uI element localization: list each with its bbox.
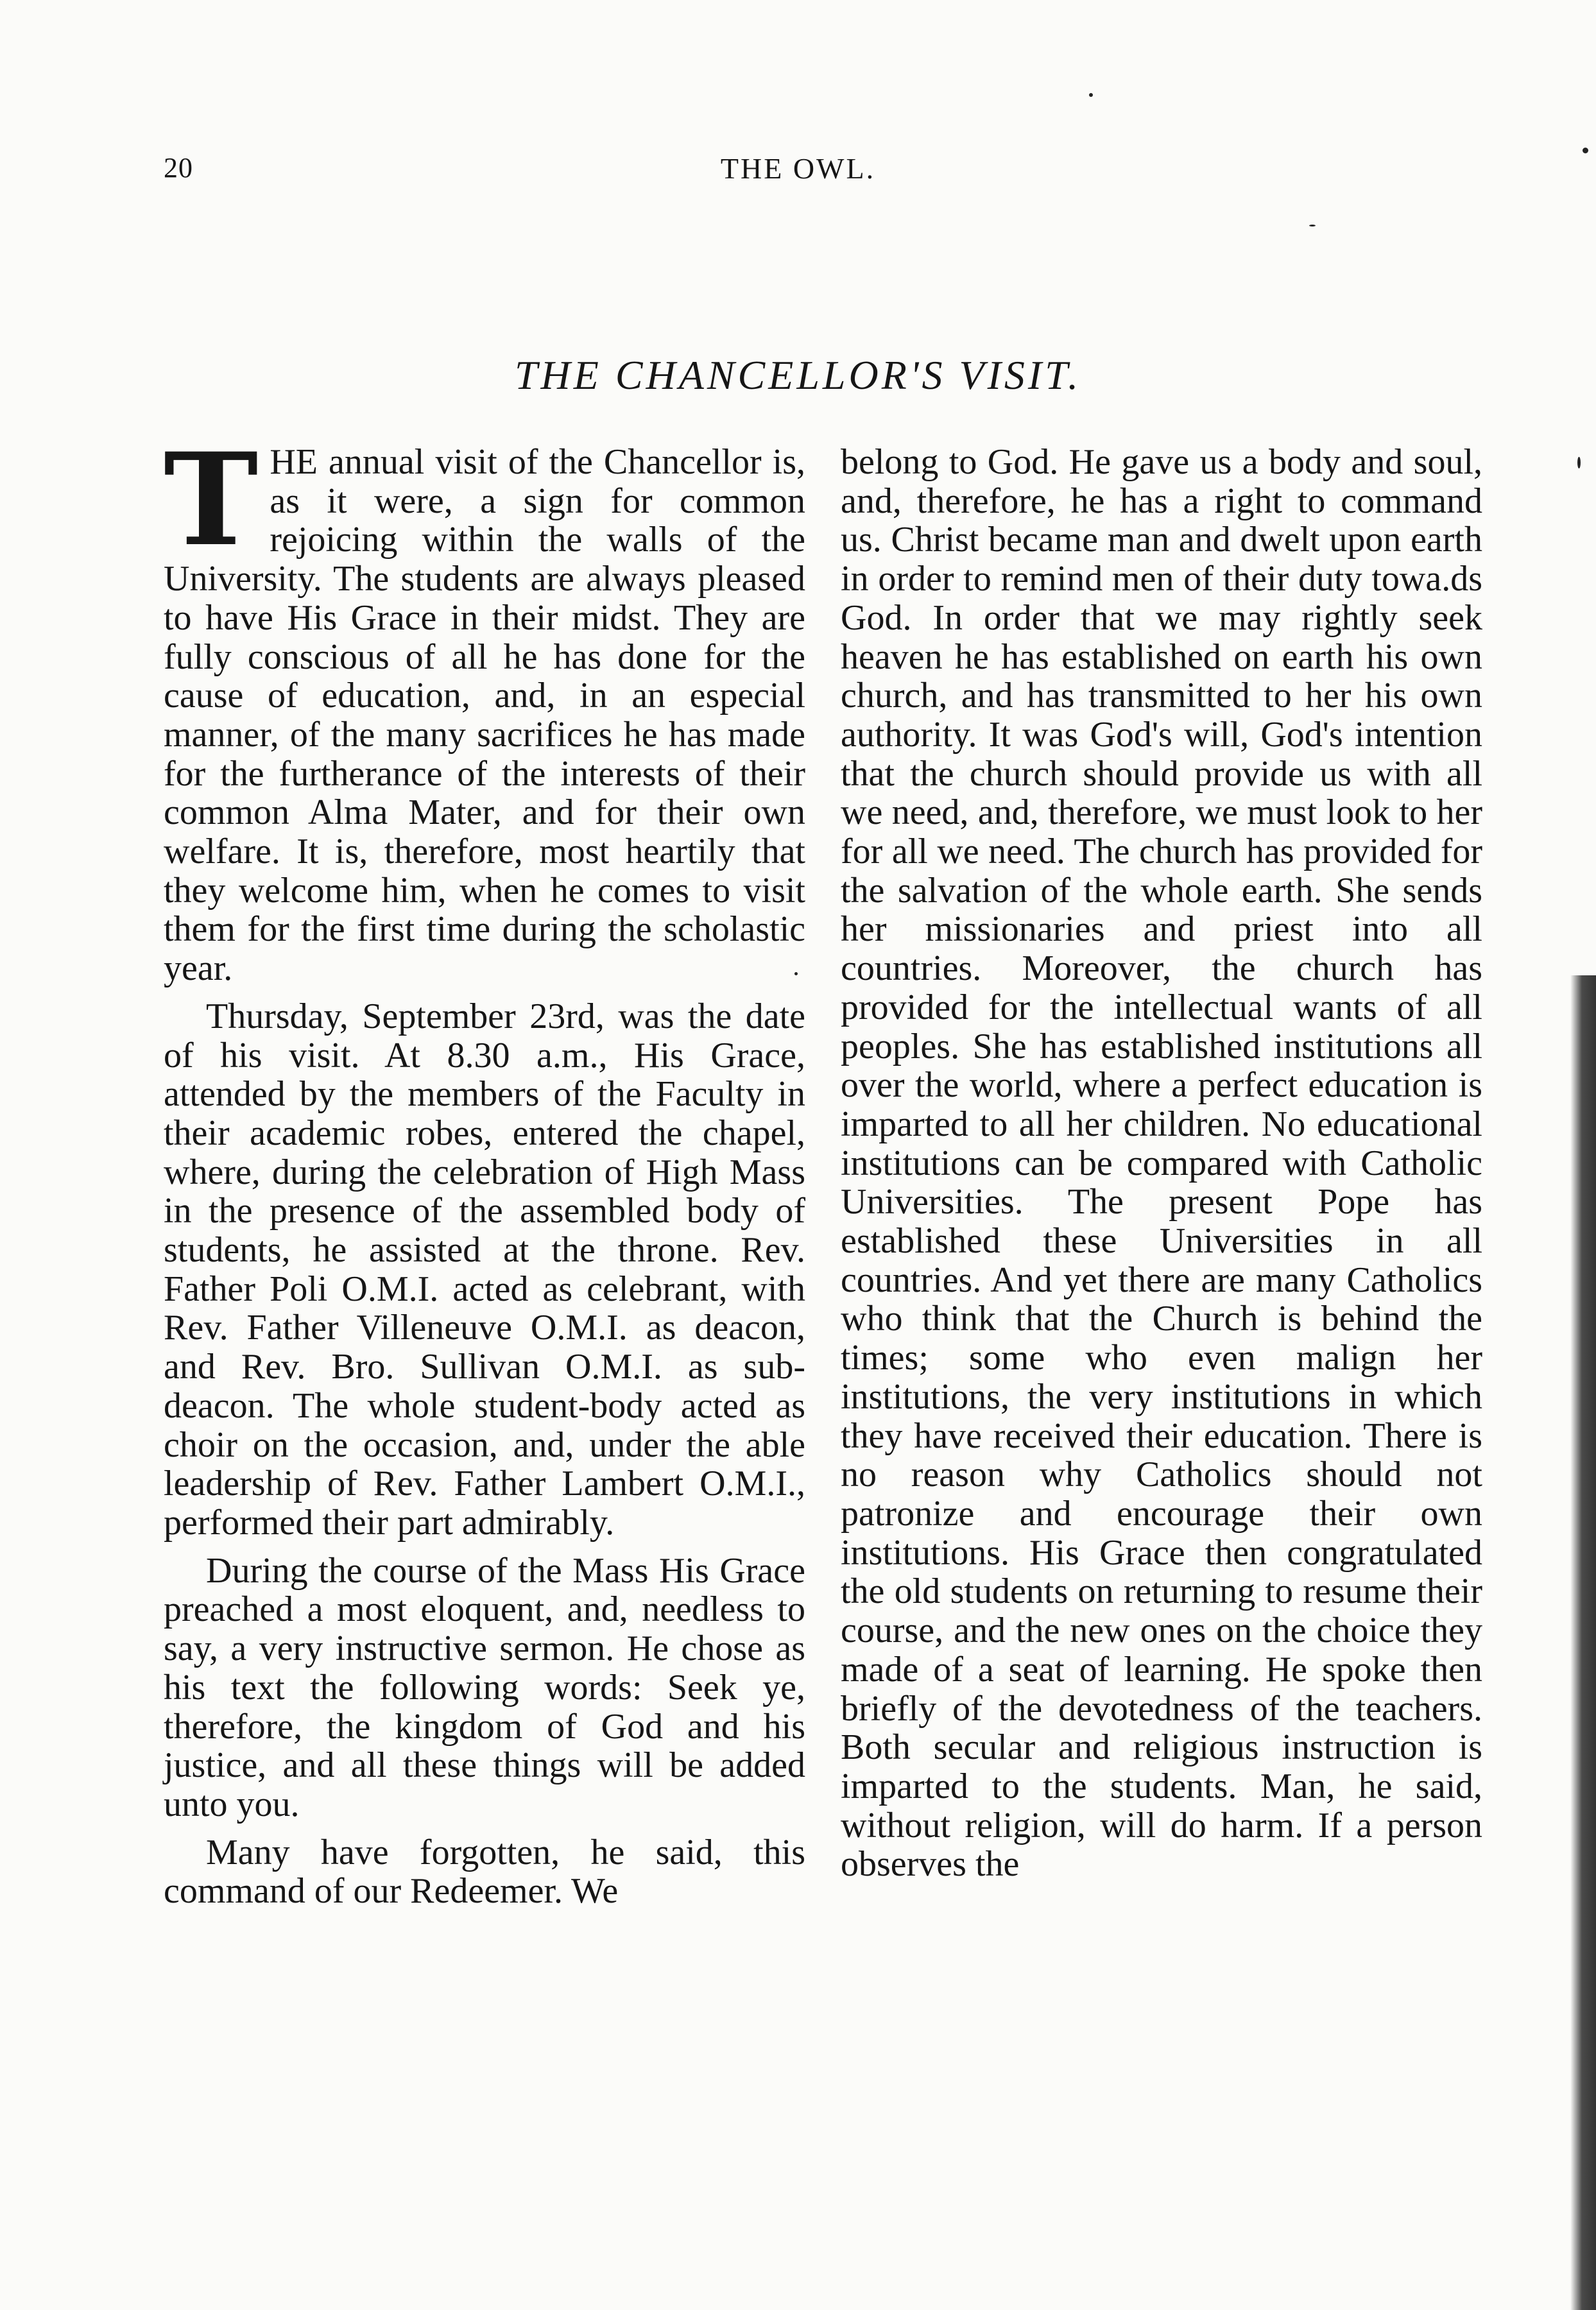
- paragraph-1-text: HE annual visit of the Chancellor is, as it were, a sign for common rejoicing within the walls of the University. The students are always pleased to have His Grace in their midst. They are fully conscious of all he has done for the cause of education, and, in an especial manner, of the many sacrifices he has made for the furtherance of the interests of their common Alma Mater, and for their own welfare. It is, therefore, most heartily that they welcome him, when he comes to visit them for the first time during the scholastic year.: [164, 442, 805, 989]
- scan-speck: [1577, 457, 1581, 468]
- page-number: 20: [164, 152, 193, 184]
- scan-speck: [1089, 93, 1093, 97]
- page-header: [0, 151, 1596, 196]
- scan-speck: [794, 972, 798, 975]
- scan-speck: [1583, 148, 1588, 153]
- running-head: THE OWL.: [720, 152, 876, 185]
- paragraph-2: Thursday, September 23rd, was the date of his visit. At 8.30 a.m., His Grace, attended by the members of the Faculty in their academic robes, entered the chapel, where, during the celebration of High Mass in the presence of the assembled body of students, he assisted at the throne. Rev. Father Poli O.M.I. acted as celebrant, with Rev. Father Villeneuve O.M.I. as deacon, and Rev. Bro. Sullivan O.M.I. as sub-deacon. The whole student-body acted as choir on the occasion, and, under the able leadership of Rev. Father Lambert O.M.I., performed their part admirably.: [164, 996, 805, 1543]
- paragraph-1: [164, 425, 805, 989]
- scan-speck: [1309, 225, 1316, 227]
- scan-shadow-edge: [1570, 975, 1596, 2310]
- paragraph-4: Many have forgotten, he said, this command of our Redeemer. We: [164, 1832, 805, 1912]
- article-title: THE CHANCELLOR'S VISIT.: [514, 352, 1082, 398]
- right-column: [841, 443, 1482, 1884]
- drop-cap: T: [164, 425, 259, 574]
- paragraph-3: During the course of the Mass His Grace preached a most eloquent, and, needless to say, a very instructive sermon. He chose as his text the following words: Seek ye, therefore, the kingdom of God and his justice, and all these things will be added unto you.: [164, 1550, 805, 1824]
- left-column: [164, 425, 805, 1920]
- paragraph-continued: belong to God. He gave us a body and soul, and, therefore, he has a right to command us. Christ became man and dwelt upon earth in order to remind men of their duty towa.ds God. In order that we may rightly seek heaven he has established on earth his own church, and has transmitted to her his own authority. It was God's will, God's intention that the church should provide us with all we need, and, therefore, we must look to her for all we need. The church has provided for the salvation of the whole earth. She sends her missionaries and priest into all countries. Moreover, the church has provided for the intellectual wants of all peoples. She has established institutions all over the world, where a perfect education is imparted to all her children. No educational institutions can be compared with Catholic Universities. The present Pope has established these Universities in all countries. And yet there are many Catholics who think that the Church is behind the times; some who even malign her institutions, the very institutions in which they have received their education. There is no reason why Catholics should not patronize and encourage their own institutions. His Grace then congratulated the old students on returning to resume their course, and the new ones on the choice they made of a seat of learning. He spoke then briefly of the devotedness of the teachers. Both secular and religious instruction is imparted to the students. Man, he said, without religion, will do harm. If a person observes the: [841, 442, 1482, 1885]
